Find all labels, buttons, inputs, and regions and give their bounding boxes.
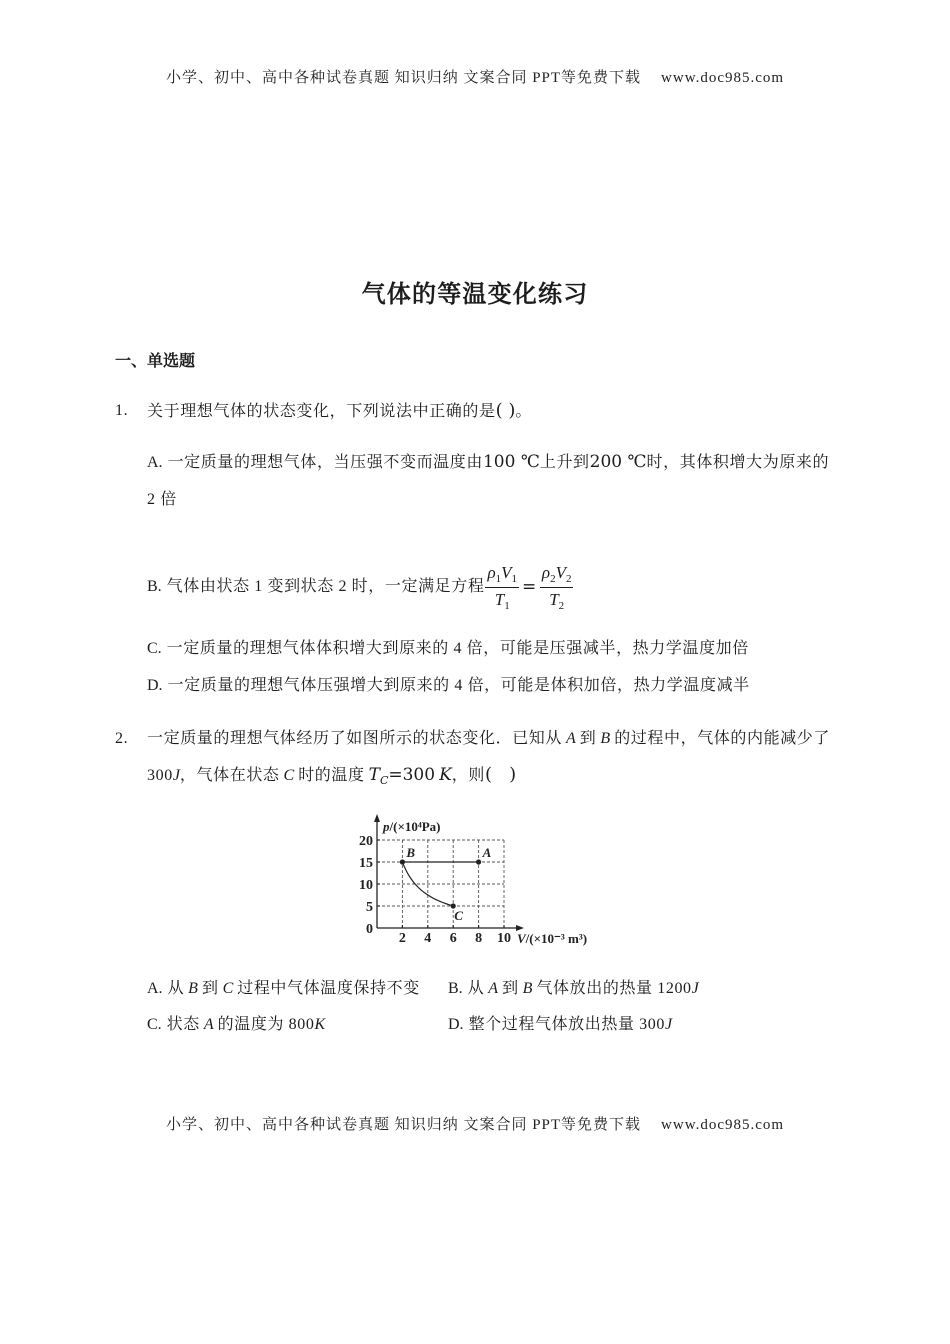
question-2-stem-line-2 — [147, 764, 516, 788]
option-label: C. — [147, 640, 162, 657]
stem-end: 。 — [515, 403, 532, 420]
answer-blank: ( ) — [484, 764, 517, 785]
stem-text: 关于理想气体的状态变化，下列说法中正确的是 — [147, 403, 496, 420]
unit-j: J — [172, 767, 180, 784]
header-text: 小学、初中、高中各种试卷真题 知识归纳 文案合同 PPT等免费下载 — [165, 70, 642, 86]
x-axis-label-unit: /(×10⁻³ m³) — [525, 931, 588, 946]
stem-text: ，则 — [451, 767, 485, 784]
energy-value: 300 — [147, 767, 173, 784]
x-axis-label — [517, 931, 587, 946]
temperature-expression — [369, 765, 452, 785]
answer-blank: ( ) — [495, 400, 516, 421]
q2-option-a — [147, 978, 420, 1000]
q2-option-d — [448, 1014, 672, 1036]
option-text: 过程中气体温度保持不变 — [237, 980, 420, 997]
x-tick-label: 10 — [497, 931, 511, 946]
x-tick-label: 4 — [424, 931, 432, 946]
state-point-b — [400, 859, 405, 864]
y-tick-label: 5 — [366, 900, 373, 915]
state-var: C — [283, 767, 295, 784]
y-tick-label: 15 — [359, 856, 373, 871]
section-title: 一、单选题 — [115, 353, 196, 370]
y-tick-label: 20 — [359, 834, 373, 849]
state-point-a — [476, 859, 481, 864]
stem-text: 一定质量的理想气体经历了如图所示的状态变化．已知从 — [147, 730, 563, 747]
x-tick-label: 2 — [398, 931, 406, 946]
page-header — [0, 67, 950, 89]
temperature-value: 100 ℃ — [482, 452, 540, 472]
subscript: 2 — [565, 572, 572, 585]
x-tick-label: 8 — [475, 931, 483, 946]
state-var: B — [188, 980, 198, 997]
option-label: D. — [147, 677, 163, 694]
option-text: 气体由状态 1 变到状态 2 时，一定满足方程 — [166, 578, 485, 595]
var-t: T — [494, 589, 505, 609]
option-text: 状态 — [166, 1016, 200, 1033]
q1-option-a-continuation: 2 倍 — [147, 491, 177, 508]
state-var: A — [566, 730, 576, 747]
state-var: C — [222, 980, 234, 997]
option-text: 一定质量的理想气体体积增大到原来的 4 倍，可能是压强减半，热力学温度加倍 — [166, 640, 749, 657]
var-v: V — [501, 562, 512, 582]
header-site-url: www.doc985.com — [661, 70, 785, 86]
q2-option-b — [448, 978, 699, 1000]
unit-k: K — [314, 1016, 326, 1033]
unit-j: J — [664, 1016, 673, 1033]
y-axis-label-variable: p — [383, 819, 390, 834]
var-t: T — [549, 589, 559, 609]
option-label: B. — [448, 980, 463, 997]
q2-option-c — [147, 1014, 325, 1036]
var-rho: ρ — [487, 562, 496, 582]
question-2-number: 2. — [115, 730, 129, 747]
option-text: 到 — [201, 980, 219, 997]
option-text: 气体放出的热量 1200 — [536, 980, 692, 997]
q1-option-d — [147, 675, 750, 697]
option-text: 整个过程气体放出热量 300 — [468, 1016, 665, 1033]
option-text: 时，其体积增大为原来的 — [646, 454, 830, 471]
fraction-right-numerator — [540, 563, 574, 588]
fraction-left-numerator — [485, 563, 519, 588]
fraction-right-denominator — [549, 588, 564, 612]
q1-option-c — [147, 638, 749, 660]
option-label: B. — [147, 578, 162, 595]
option-text: 上升到 — [539, 454, 590, 471]
unit-k: K — [439, 765, 452, 785]
stem-text: ，气体在状态 — [179, 767, 280, 784]
fraction-left — [485, 563, 519, 612]
var-t: T — [368, 765, 380, 785]
pv-diagram — [340, 806, 610, 956]
footer-site-url: www.doc985.com — [661, 1117, 785, 1133]
state-var: A — [488, 980, 499, 997]
y-axis-label-unit: /(×10⁴Pa) — [389, 819, 441, 834]
stem-text: 的过程中，气体的内能减少了 — [614, 730, 830, 747]
y-axis-arrowhead — [374, 814, 380, 822]
equals-value: =300 — [388, 765, 436, 785]
option-text: 一定质量的理想气体压强增大到原来的 4 倍，可能是体积加倍，热力学温度减半 — [167, 677, 750, 694]
option-label: D. — [448, 1016, 464, 1033]
subscript: 2 — [550, 572, 556, 585]
subscript: 2 — [558, 599, 565, 612]
state-label-c: C — [454, 908, 463, 923]
equals-sign: = — [522, 577, 537, 597]
option-text: 的温度为 800 — [217, 1016, 315, 1033]
question-2-stem-line-1 — [147, 728, 830, 750]
x-axis-label-variable: V — [517, 931, 526, 946]
subscript: 1 — [511, 572, 518, 585]
stem-text: 到 — [579, 730, 597, 747]
footer-text: 小学、初中、高中各种试卷真题 知识归纳 文案合同 PPT等免费下载 — [165, 1117, 642, 1133]
subscript: 1 — [504, 599, 510, 612]
state-label-a: A — [482, 845, 492, 860]
subscript: C — [379, 774, 389, 787]
option-text: 到 — [502, 980, 519, 997]
state-var: A — [203, 1016, 214, 1033]
temperature-value: 200 ℃ — [589, 452, 647, 472]
state-var: B — [522, 980, 533, 997]
y-axis-label — [382, 819, 441, 834]
y-tick-label: 10 — [359, 878, 373, 893]
q1-option-a — [147, 451, 829, 474]
var-rho: ρ — [541, 562, 551, 582]
question-1-number: 1. — [115, 402, 129, 419]
option-text: 一定质量的理想气体，当压强不变而温度由 — [167, 454, 483, 471]
x-tick-label: 6 — [449, 931, 457, 946]
option-text: 从 — [167, 980, 185, 997]
option-text: 从 — [467, 980, 485, 997]
var-v: V — [555, 562, 566, 582]
page-title: 气体的等温变化练习 — [361, 281, 589, 308]
subscript: 1 — [495, 572, 502, 585]
page-footer — [0, 1114, 950, 1136]
state-var: B — [600, 730, 611, 747]
unit-j: J — [691, 980, 699, 997]
option-label: A. — [147, 454, 163, 471]
fraction-right — [540, 563, 574, 612]
y-tick-label: 0 — [366, 922, 373, 937]
stem-text: 时的温度 — [298, 767, 365, 784]
q1-option-b — [147, 562, 574, 612]
option-label: A. — [147, 980, 163, 997]
state-label-b: B — [406, 845, 416, 860]
question-1-stem — [147, 400, 532, 423]
option-label: C. — [147, 1016, 162, 1033]
fraction-left-denominator — [495, 588, 510, 612]
